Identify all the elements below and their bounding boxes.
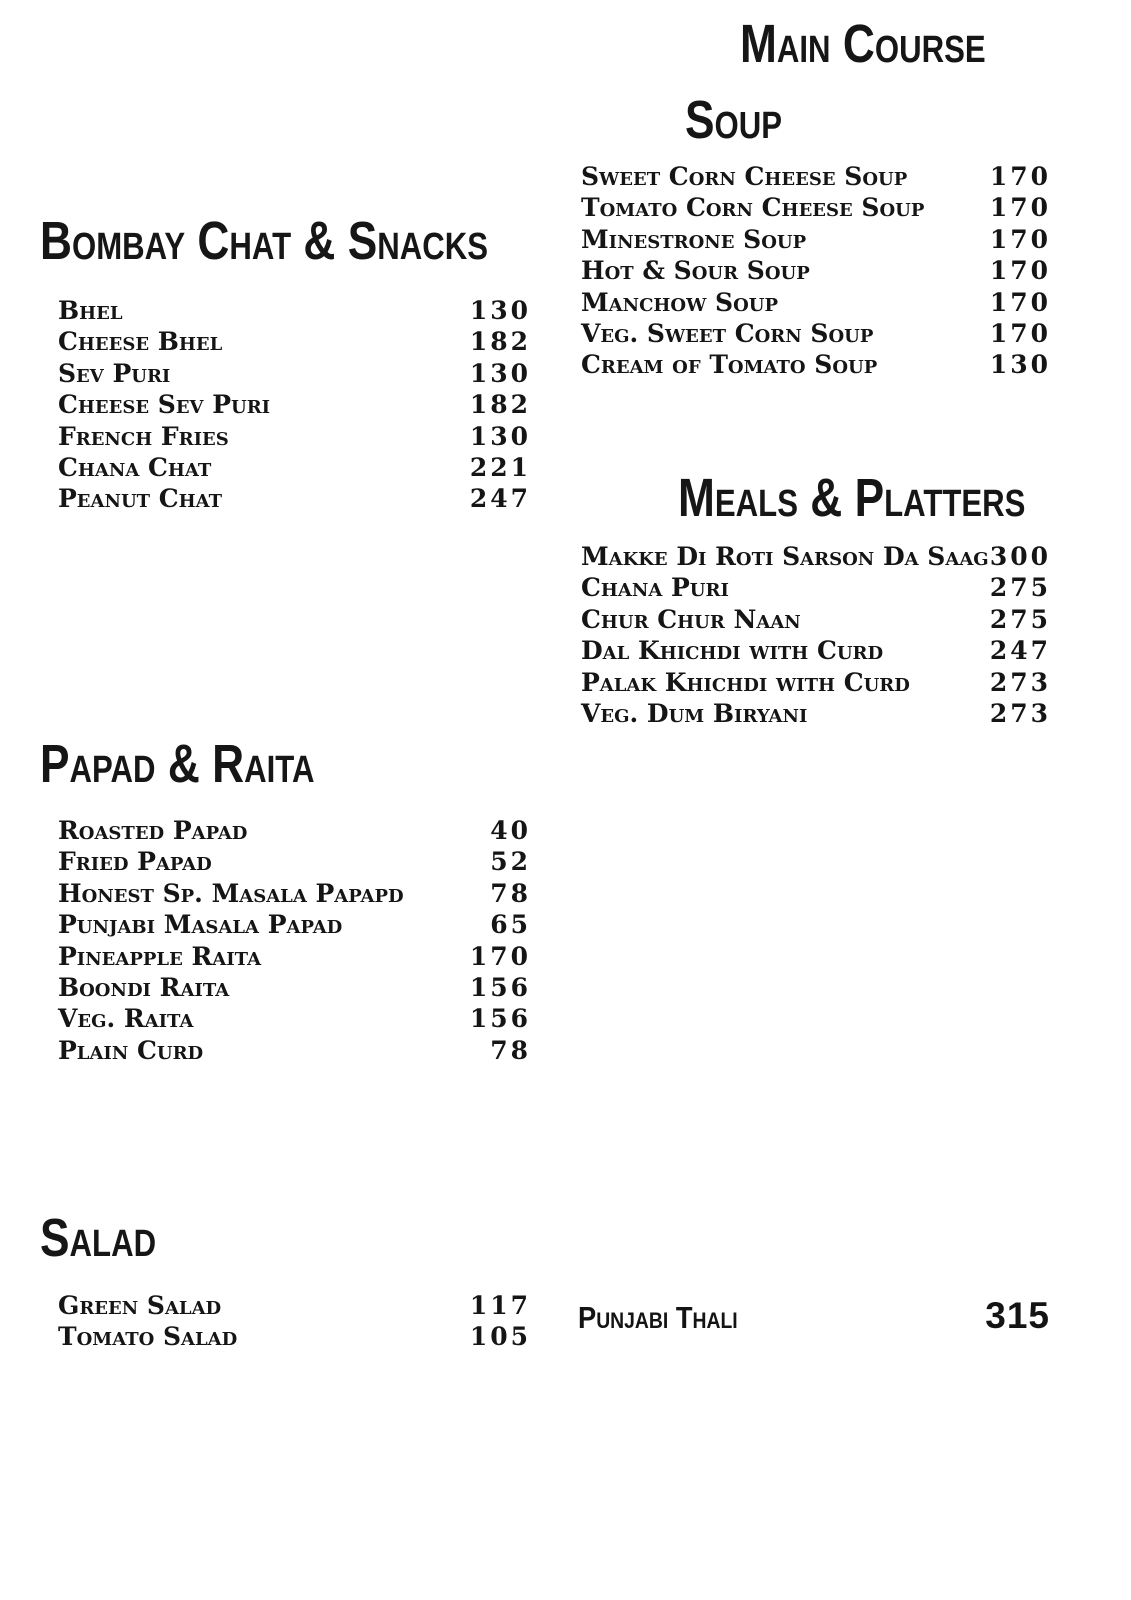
item-name: Punjabi Thali xyxy=(578,1300,738,1335)
menu-item xyxy=(40,389,531,420)
item-price: 40 xyxy=(490,816,531,845)
item-name: Tomato Salad xyxy=(58,1322,238,1352)
item-name: Palak Khichdi with Curd xyxy=(581,667,910,697)
item-price: 247 xyxy=(469,484,531,514)
item-price: 130 xyxy=(989,350,1051,380)
item-price: 170 xyxy=(989,193,1051,223)
menu-item xyxy=(40,452,531,483)
item-name: Roasted Papad xyxy=(58,816,248,845)
item-name: French Fries xyxy=(58,421,229,451)
item-price: 170 xyxy=(469,941,531,971)
menu-item xyxy=(40,972,531,1003)
item-price: 130 xyxy=(469,421,531,451)
item-name: Chana Puri xyxy=(581,573,729,603)
item-price: 170 xyxy=(989,162,1051,191)
menu-item xyxy=(578,224,1051,255)
item-price: 221 xyxy=(469,452,531,482)
section-title-soup: Soup xyxy=(685,90,783,150)
page-title: Main Course xyxy=(740,14,986,74)
item-price: 78 xyxy=(490,878,531,908)
item-name: Punjabi Masala Papad xyxy=(58,910,343,940)
item-price: 156 xyxy=(469,972,531,1002)
section-list-meals-platters xyxy=(578,541,1051,729)
item-price: 182 xyxy=(469,327,531,357)
section-title-papad-raita: Papad & Raita xyxy=(40,734,315,794)
item-name: Hot & Sour Soup xyxy=(581,256,810,286)
item-name: Cream of Tomato Soup xyxy=(581,350,878,380)
item-price: 170 xyxy=(989,287,1051,317)
item-name: Fried Papad xyxy=(58,847,212,877)
item-price: 170 xyxy=(989,318,1051,348)
menu-item xyxy=(578,635,1051,666)
item-price: 65 xyxy=(490,910,531,940)
item-name: Veg. Dum Biryani xyxy=(581,698,808,728)
item-price: 130 xyxy=(469,296,531,325)
item-price: 170 xyxy=(989,224,1051,254)
item-price: 117 xyxy=(469,1291,531,1320)
menu-item xyxy=(578,161,1051,192)
item-price: 273 xyxy=(989,667,1051,697)
menu-item xyxy=(578,349,1051,380)
item-name: Veg. Sweet Corn Soup xyxy=(581,318,874,348)
item-name: Plain Curd xyxy=(58,1035,204,1065)
item-name: Peanut Chat xyxy=(58,484,223,514)
section-list-bombay-chat-snacks xyxy=(40,295,531,515)
item-name: Chana Chat xyxy=(58,452,212,482)
item-name: Manchow Soup xyxy=(581,287,778,317)
item-price: 300 xyxy=(989,542,1051,571)
section-list-salad xyxy=(40,1290,531,1353)
item-name: Bhel xyxy=(58,296,123,325)
item-price: 315 xyxy=(985,1295,1050,1336)
item-name: Chur Chur Naan xyxy=(581,604,801,634)
menu-item xyxy=(578,287,1051,318)
section-list-soup xyxy=(578,161,1051,381)
menu-item xyxy=(578,255,1051,286)
item-name: Cheese Bhel xyxy=(58,327,223,357)
menu-item xyxy=(40,483,531,514)
item-price: 105 xyxy=(469,1322,531,1352)
item-name: Dal Khichdi with Curd xyxy=(581,636,884,666)
item-name: Makke Di Roti Sarson Da Saag xyxy=(581,542,989,571)
menu-item xyxy=(578,192,1051,223)
item-price: 275 xyxy=(989,604,1051,634)
menu-item xyxy=(578,698,1051,729)
item-name: Honest Sp. Masala Papapd xyxy=(58,878,404,908)
section-title-meals-platters: Meals & Platters xyxy=(678,468,1026,528)
menu-item xyxy=(40,1003,531,1034)
menu-item xyxy=(40,326,531,357)
menu-item xyxy=(40,846,531,877)
menu-item xyxy=(40,358,531,389)
item-name: Minestrone Soup xyxy=(581,224,807,254)
section-list-papad-raita xyxy=(40,815,531,1066)
menu-item xyxy=(40,421,531,452)
item-price: 52 xyxy=(490,847,531,877)
menu-item xyxy=(578,318,1051,349)
item-price: 275 xyxy=(989,573,1051,603)
menu-item xyxy=(40,815,531,846)
menu-item xyxy=(40,878,531,909)
item-price: 247 xyxy=(989,636,1051,666)
item-price: 130 xyxy=(469,358,531,388)
menu-item xyxy=(40,295,531,326)
section-title-bombay-chat-snacks: Bombay Chat & Snacks xyxy=(40,211,489,271)
item-name: Sweet Corn Cheese Soup xyxy=(581,162,908,191)
menu-item xyxy=(578,572,1051,603)
section-title-salad: Salad xyxy=(40,1208,157,1268)
item-name: Green Salad xyxy=(58,1291,222,1320)
item-price: 273 xyxy=(989,698,1051,728)
item-price: 170 xyxy=(989,256,1051,286)
menu-item xyxy=(578,604,1051,635)
item-name: Cheese Sev Puri xyxy=(58,390,271,420)
item-name: Boondi Raita xyxy=(58,972,230,1002)
item-price: 182 xyxy=(469,390,531,420)
featured-item-punjabi-thali xyxy=(578,1295,1050,1337)
menu-item xyxy=(578,541,1051,572)
menu-item xyxy=(40,1035,531,1066)
item-name: Sev Puri xyxy=(58,358,171,388)
menu-item xyxy=(40,1290,531,1321)
item-name: Pineapple Raita xyxy=(58,941,262,971)
menu-item xyxy=(40,941,531,972)
item-name: Veg. Raita xyxy=(58,1004,194,1034)
menu-item xyxy=(578,667,1051,698)
item-price: 78 xyxy=(490,1035,531,1065)
menu-item xyxy=(40,909,531,940)
menu-item xyxy=(40,1321,531,1352)
item-name: Tomato Corn Cheese Soup xyxy=(581,193,925,223)
item-price: 156 xyxy=(469,1004,531,1034)
